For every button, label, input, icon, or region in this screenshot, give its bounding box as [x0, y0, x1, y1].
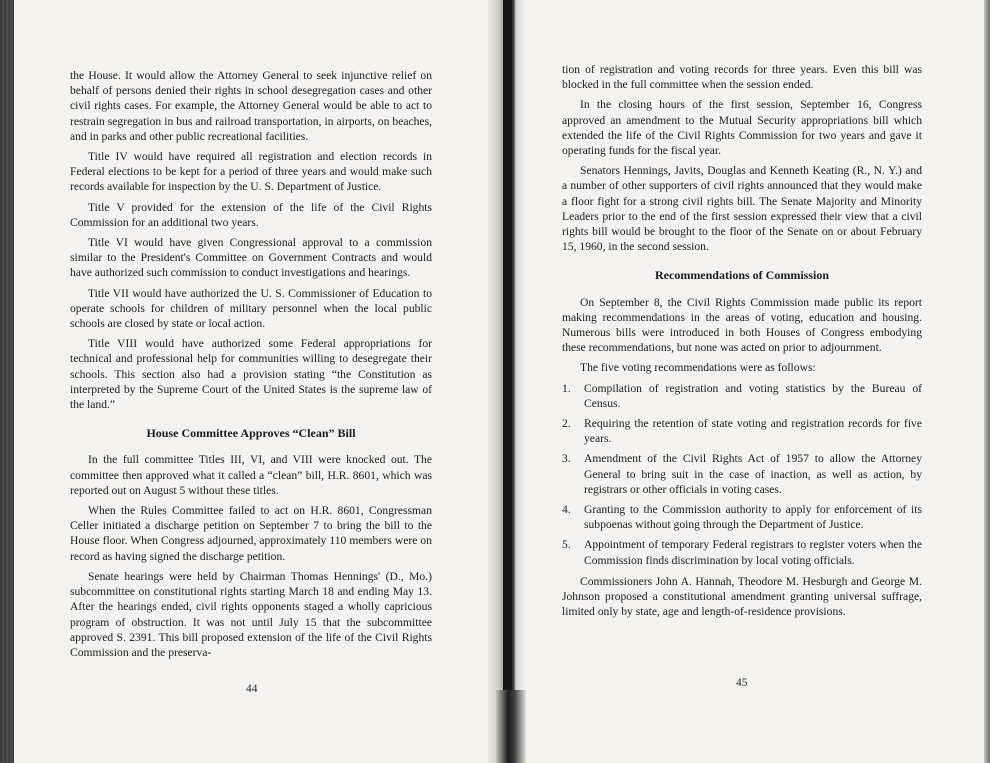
recommendation-text: Requiring the retention of state voting and registration records for five years.	[584, 417, 922, 446]
recommendation-number: 5.	[562, 538, 571, 552]
page-number-left: 44	[246, 683, 258, 695]
recommendation-text: Compilation of registration and voting statistics by the Bureau of Census.	[584, 381, 922, 410]
left-paragraph-committee: In the full committee Titles III, VI, and VIII were knocked out. The committee then approved what it called a “clean” bill, H.R. 8601, which was reported out on August 5 without these titles.	[70, 453, 432, 497]
right-paragraph-closing-hours: In the closing hours of the first session, September 16, Congress approved an amendment to the Mutual Security appropriations bill which extended the life of the Civil Rights Commission for two years and gave it operating funds for the fiscal year.	[562, 98, 922, 158]
recommendation-text: Amendment of the Civil Rights Act of 1957 to allow the Attorney General to bring suit in the case of inaction, as well as action, by registrars or other officials in voting cases.	[584, 452, 922, 496]
right-paragraph-report: On September 8, the Civil Rights Commission made public its report making recommendations in the areas of voting, education and housing. Numerous bills were introduced in both Houses of Congress embodying these recommendations, but none was acted on prior to adjournment.	[562, 295, 922, 355]
recommendations-list	[562, 381, 922, 568]
left-paragraph-title-vi: Title VI would have given Congressional approval to a commission similar to the President's Committee on Government Contracts and would have authorized such commission to conduct investigations and hearings.	[70, 236, 432, 280]
right-paragraph-1: tion of registration and voting records for three years. Even this bill was blocked in the full committee when the session ended.	[562, 63, 922, 92]
right-paragraph-five-recs: The five voting recommendations were as follows:	[580, 361, 816, 375]
recommendation-number: 2.	[562, 417, 571, 431]
recommendation-number: 4.	[562, 503, 571, 517]
book-spine-foot	[496, 690, 526, 763]
recommendation-text: Granting to the Commission authority to apply for enforcement of its subpoenas without going through the Department of Justice.	[584, 503, 922, 532]
left-section-heading: House Committee Approves “Clean” Bill	[146, 426, 356, 441]
left-paragraph-title-v: Title V provided for the extension of the life of the Civil Rights Commission for an additional two years.	[70, 200, 432, 229]
recommendation-number: 1.	[562, 381, 571, 395]
page-number-right: 45	[736, 677, 748, 689]
left-paragraph-title-iv: Title IV would have required all registration and election records in Federal elections to be kept for a period of three years and would make such records available for inspection by the U. S. Department of Justice.	[70, 150, 432, 194]
left-paragraph-title-viii: Title VIII would have authorized some Federal appropriations for technical and professional help for communities willing to desegregate their schools. This section also had a provision stating “the Constitution as interpreted by the Supreme Court of the United States is the supreme law of the land.”	[70, 337, 432, 412]
right-page	[562, 62, 922, 625]
book-spine-shadow	[503, 0, 512, 763]
left-page	[70, 68, 432, 665]
left-page-edge	[0, 0, 14, 763]
recommendation-item	[562, 537, 922, 567]
recommendation-item	[562, 416, 922, 446]
recommendation-item	[562, 381, 922, 411]
recommendation-text: Appointment of temporary Federal registrars to register voters when the Commission finds discrimination by local voting officials.	[584, 538, 922, 567]
recommendation-number: 3.	[562, 452, 571, 466]
right-page-edge	[984, 0, 990, 763]
left-paragraph-title-vii: Title VII would have authorized the U. S. Commissioner of Education to operate schools for children of military personnel when the local public schools are closed by state or local action.	[70, 286, 432, 331]
recommendation-item	[562, 451, 922, 497]
right-section-heading: Recommendations of Commission	[655, 268, 829, 283]
right-paragraph-commissioners: Commissioners John A. Hannah, Theodore M. Hesburgh and George M. Johnson proposed a constitutional amendment granting universal suffrage, limited only by state, age and length-of-residence provisions.	[562, 574, 922, 619]
right-paragraph-senators: Senators Hennings, Javits, Douglas and Kenneth Keating (R., N. Y.) and a number of other supporters of civil rights announced that they would make a floor fight for a strong civil rights bill. The Senate Majority and Minority Leaders prior to the end of the first session expressed their view that a civil rights bill would be brought to the floor of the Senate on or about February 15, 1960, in the second session.	[562, 164, 922, 254]
left-paragraph-senate: Senate hearings were held by Chairman Thomas Hennings' (D., Mo.) subcommittee on constitutional rights starting March 18 and ending May 13. After the hearings ended, civil rights opponents staged a wholly capricious program of obstruction. It was not until July 15 that the subcommittee approved S. 2391. This bill proposed extension of the life of the Civil Rights Commission and the preserva-	[70, 569, 432, 659]
recommendation-item	[562, 502, 922, 532]
left-paragraph-rules: When the Rules Committee failed to act on H.R. 8601, Congressman Celler initiated a discharge petition on September 7 to bring the bill to the House floor. When Congress adjourned, approximately 110 members were on record as having signed the discharge petition.	[70, 504, 432, 563]
left-paragraph-1: the House. It would allow the Attorney General to seek injunctive relief on behalf of persons denied their rights in school desegregation cases and other civil rights cases. For example, the Attorney General would be able to act to restrain segregation in bus and railroad transportation, in airports, on beaches, and in parks and other public recreational facilities.	[70, 69, 432, 143]
